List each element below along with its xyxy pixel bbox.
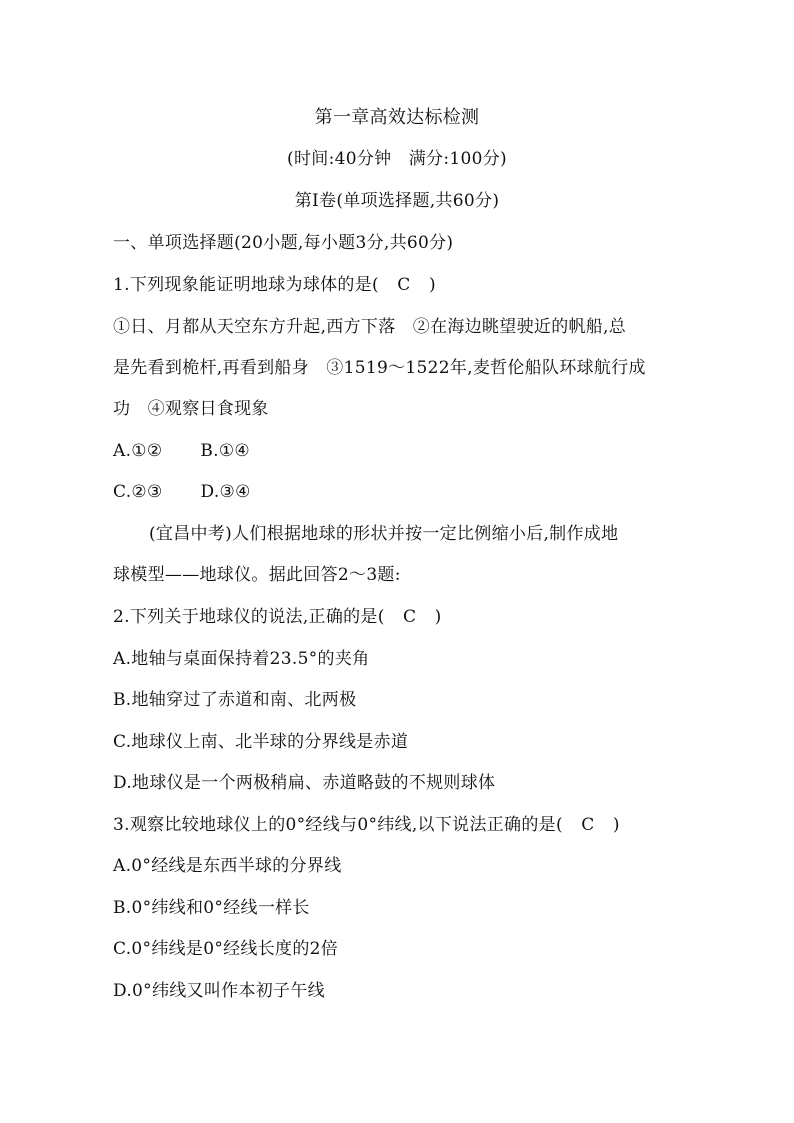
section-heading: 一、单项选择题(20小题,每小题3分,共60分): [113, 233, 454, 253]
option-c: C.②③: [113, 482, 163, 502]
question-1-options-row-1: [113, 440, 250, 462]
option-d: D.地球仪是一个两极稍扁、赤道略鼓的不规则球体: [113, 773, 496, 793]
exam-info: (时间:40分钟 满分:100分): [287, 149, 507, 169]
question-1-statement-line: ①日、月都从天空东方升起,西方下落 ②在海边眺望驶近的帆船,总: [113, 317, 627, 337]
question-1-statement-line: 是先看到桅杆,再看到船身 ③1519～1522年,麦哲伦船队环球航行成: [113, 358, 646, 378]
question-3-stem: [113, 814, 620, 836]
option-c: C.0°纬线是0°经线长度的2倍: [113, 939, 339, 959]
answer-mark: C: [403, 607, 417, 627]
stem-close: ): [612, 815, 620, 835]
question-1-statement-line: 功 ④观察日食现象: [113, 399, 269, 419]
option-b: B.地轴穿过了赤道和南、北两极: [113, 690, 357, 710]
option-a: A.①②: [113, 441, 163, 461]
page-title: 第一章高效达标检测: [314, 107, 480, 128]
option-c: C.地球仪上南、北半球的分界线是赤道: [113, 732, 409, 752]
answer-mark: C: [581, 815, 595, 835]
answer-mark: C: [397, 275, 411, 295]
question-2-stem: [113, 606, 442, 628]
question-stem-text: 3.观察比较地球仪上的0°经线与0°纬线,以下说法正确的是(: [113, 815, 563, 835]
volume-heading: 第Ⅰ卷(单项选择题,共60分): [294, 191, 500, 211]
context-paragraph-line: 球模型——地球仪。据此回答2～3题:: [113, 565, 401, 585]
option-b: B.0°纬线和0°经线一样长: [113, 898, 310, 918]
option-b: B.①④: [200, 441, 250, 461]
question-1-stem: [113, 274, 436, 296]
stem-close: ): [428, 275, 436, 295]
context-paragraph-line: (宜昌中考)人们根据地球的形状并按一定比例缩小后,制作成地: [149, 524, 619, 544]
question-1-options-row-2: [113, 481, 251, 503]
option-d: D.0°纬线又叫作本初子午线: [113, 981, 325, 1001]
option-a: A.地轴与桌面保持着23.5°的夹角: [113, 649, 370, 669]
stem-close: ): [434, 607, 442, 627]
option-d: D.③④: [200, 482, 251, 502]
question-stem-text: 1.下列现象能证明地球为球体的是(: [113, 275, 379, 295]
option-a: A.0°经线是东西半球的分界线: [113, 856, 342, 876]
question-stem-text: 2.下列关于地球仪的说法,正确的是(: [113, 607, 385, 627]
